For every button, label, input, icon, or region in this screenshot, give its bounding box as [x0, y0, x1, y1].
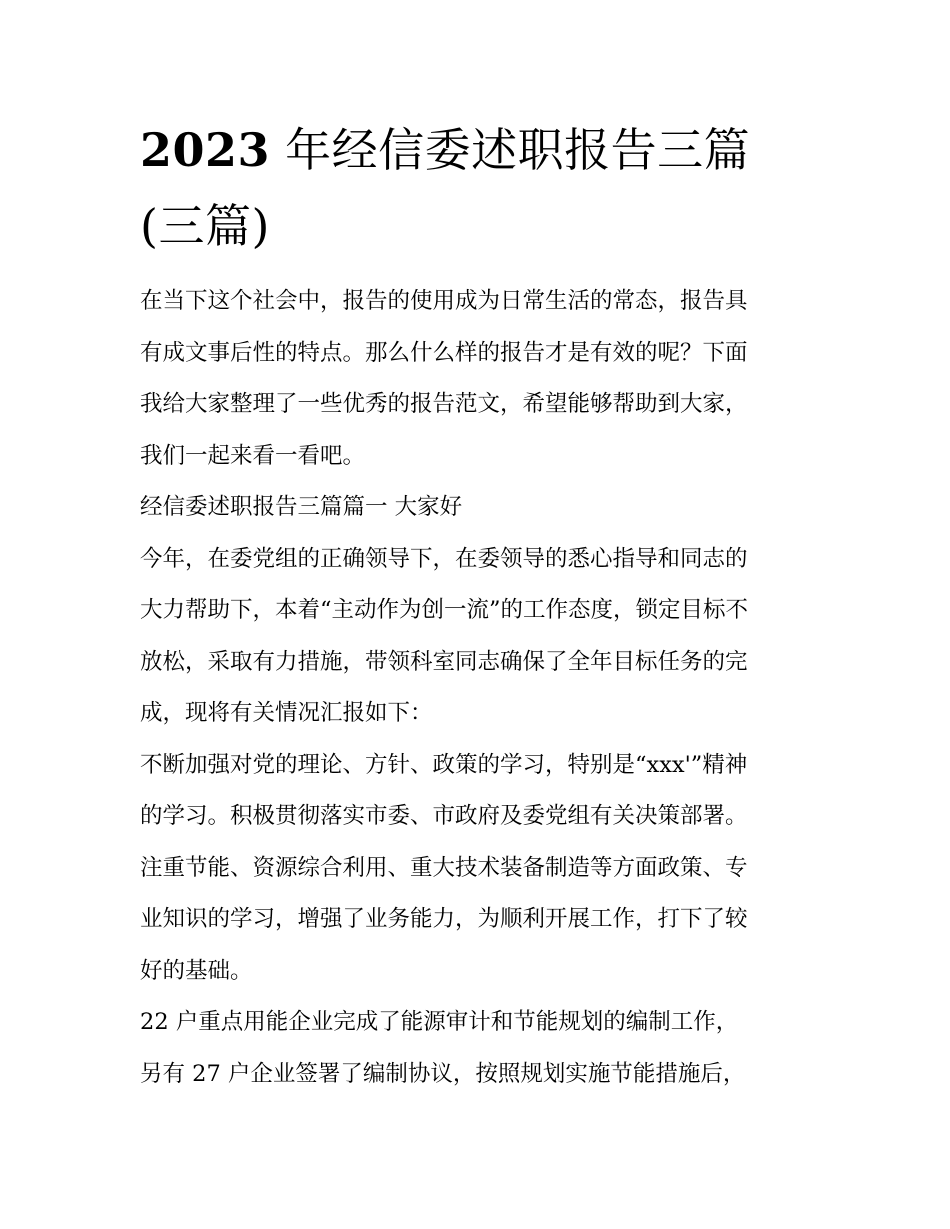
- body-line: 成，现将有关情况汇报如下：: [140, 700, 433, 726]
- body-line: 22 户重点用能企业完成了能源审计和节能规划的编制工作，: [140, 1009, 739, 1035]
- section-heading: 经信委述职报告三篇篇一 大家好: [140, 494, 463, 520]
- body-line: 业知识的学习，增强了业务能力，为顺利开展工作，打下了较: [140, 906, 748, 932]
- body-line: 我们一起来看一看吧。: [140, 442, 366, 469]
- body-line: 大力帮助下，本着“主动作为创一流”的工作态度，锁定目标不: [140, 597, 749, 623]
- body-line: 的学习。积极贯彻落实市委、市政府及委党组有关决策部署。: [140, 803, 748, 829]
- title-line2-text: (三篇): [140, 199, 270, 253]
- title-year: 2023: [140, 123, 271, 177]
- body-line: 有成文事后性的特点。那么什么样的报告才是有效的呢？下面: [140, 339, 748, 366]
- body-line: 不断加强对党的理论、方针、政策的学习，特别是“xxx'”精神: [140, 751, 748, 778]
- body-line: 好的基础。: [140, 957, 253, 984]
- body-line: 放松，采取有力措施，带领科室同志确保了全年目标任务的完: [140, 648, 748, 675]
- title-line1-text: 年经信委述职报告三篇: [285, 123, 751, 177]
- body-line: 注重节能、资源综合利用、重大技术装备制造等方面政策、专: [140, 854, 748, 881]
- body-line: 另有 27 户企业签署了编制协议，按照规划实施节能措施后，: [140, 1060, 746, 1087]
- body-line: 今年，在委党组的正确领导下，在委领导的悉心指导和同志的: [140, 545, 748, 572]
- document-title: [140, 112, 820, 264]
- body-line: 我给大家整理了一些优秀的报告范文，希望能够帮助到大家，: [140, 391, 748, 417]
- body-line: 在当下这个社会中，报告的使用成为日常生活的常态，报告具: [140, 288, 748, 314]
- document-body: [140, 276, 830, 1100]
